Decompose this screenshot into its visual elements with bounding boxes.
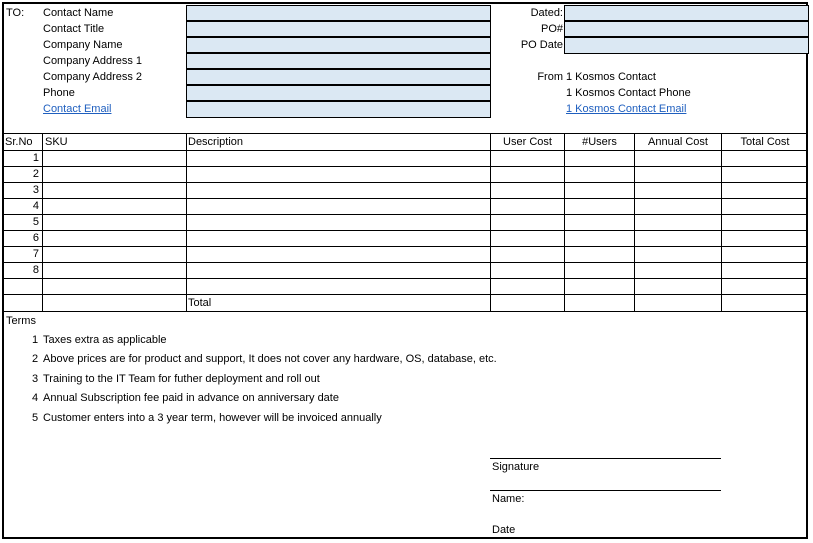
- name-line: [490, 490, 721, 491]
- phone-input[interactable]: [186, 85, 491, 101]
- contact-title-input[interactable]: [186, 21, 491, 37]
- table-row-border: [3, 246, 808, 247]
- contact-title-label: Contact Title: [43, 23, 105, 35]
- contact-name-label: Contact Name: [43, 7, 114, 19]
- table-header-border: [3, 150, 808, 151]
- table-column-divider: [721, 133, 722, 311]
- table-column-divider: [634, 133, 635, 311]
- from-phone: 1 Kosmos Contact Phone: [566, 87, 691, 99]
- signature-line: [490, 458, 721, 459]
- company-address-2-label: Company Address 2: [43, 71, 143, 83]
- dated-label: Dated:: [530, 7, 563, 19]
- from-email-link[interactable]: 1 Kosmos Contact Email: [566, 103, 687, 115]
- table-row-border: [3, 294, 808, 295]
- table-column-divider: [564, 133, 565, 311]
- table-bottom-border: [3, 311, 808, 312]
- header-sku: SKU: [45, 136, 68, 148]
- name-label: Name:: [492, 493, 525, 505]
- header-sr-no: Sr.No: [5, 136, 33, 148]
- company-name-label: Company Name: [43, 39, 123, 51]
- contact-name-input[interactable]: [186, 5, 491, 21]
- term-text: Customer enters into a 3 year term, however will be invoiced annually: [43, 412, 382, 424]
- table-top-border: [3, 133, 808, 134]
- table-row-border: [3, 198, 808, 199]
- header-user-cost: User Cost: [503, 136, 552, 148]
- row-number: 4: [32, 200, 39, 212]
- contact-email-input[interactable]: [186, 101, 491, 118]
- table-row-border: [3, 182, 808, 183]
- contact-email-link[interactable]: Contact Email: [43, 103, 112, 115]
- row-number: 2: [32, 168, 39, 180]
- row-number: 8: [32, 264, 39, 276]
- from-label: From: [537, 71, 563, 83]
- row-number: 1: [32, 152, 39, 164]
- company-name-input[interactable]: [186, 37, 491, 53]
- company-address-1-label: Company Address 1: [43, 55, 143, 67]
- from-contact: 1 Kosmos Contact: [566, 71, 656, 83]
- table-row-border: [3, 230, 808, 231]
- table-row-border: [3, 166, 808, 167]
- dated-input[interactable]: [564, 5, 809, 21]
- row-number: 6: [32, 232, 39, 244]
- terms-label: Terms: [6, 315, 36, 327]
- po-date-label: PO Date: [520, 39, 563, 51]
- row-number: 3: [32, 184, 39, 196]
- table-row-border: [3, 278, 808, 279]
- po-date-input[interactable]: [564, 37, 809, 54]
- signature-label: Signature: [492, 461, 540, 473]
- total-label: Total: [188, 297, 212, 309]
- table-row-border: [3, 214, 808, 215]
- term-text: Annual Subscription fee paid in advance on anniversary date: [43, 392, 339, 404]
- company-address-2-input[interactable]: [186, 69, 491, 85]
- header-users: #Users: [582, 136, 617, 148]
- po-number-input[interactable]: [564, 21, 809, 37]
- term-number: 2: [32, 353, 39, 365]
- po-number-label: PO#: [540, 23, 563, 35]
- table-column-divider: [490, 133, 491, 311]
- header-annual-cost: Annual Cost: [648, 136, 708, 148]
- table-column-divider: [42, 133, 43, 311]
- term-text: Above prices are for product and support, It does not cover any hardware, OS, database, etc.: [43, 353, 497, 365]
- table-column-divider: [186, 133, 187, 311]
- term-number: 4: [32, 392, 39, 404]
- term-text: Taxes extra as applicable: [43, 334, 167, 346]
- term-number: 3: [32, 373, 39, 385]
- term-number: 1: [32, 334, 39, 346]
- term-text: Training to the IT Team for futher deployment and roll out: [43, 373, 320, 385]
- to-label: TO:: [6, 7, 25, 19]
- phone-label: Phone: [43, 87, 75, 99]
- header-total-cost: Total Cost: [740, 136, 790, 148]
- term-number: 5: [32, 412, 39, 424]
- company-address-1-input[interactable]: [186, 53, 491, 69]
- header-description: Description: [188, 136, 244, 148]
- table-row-border: [3, 262, 808, 263]
- row-number: 5: [32, 216, 39, 228]
- date-label: Date: [492, 524, 516, 536]
- row-number: 7: [32, 248, 39, 260]
